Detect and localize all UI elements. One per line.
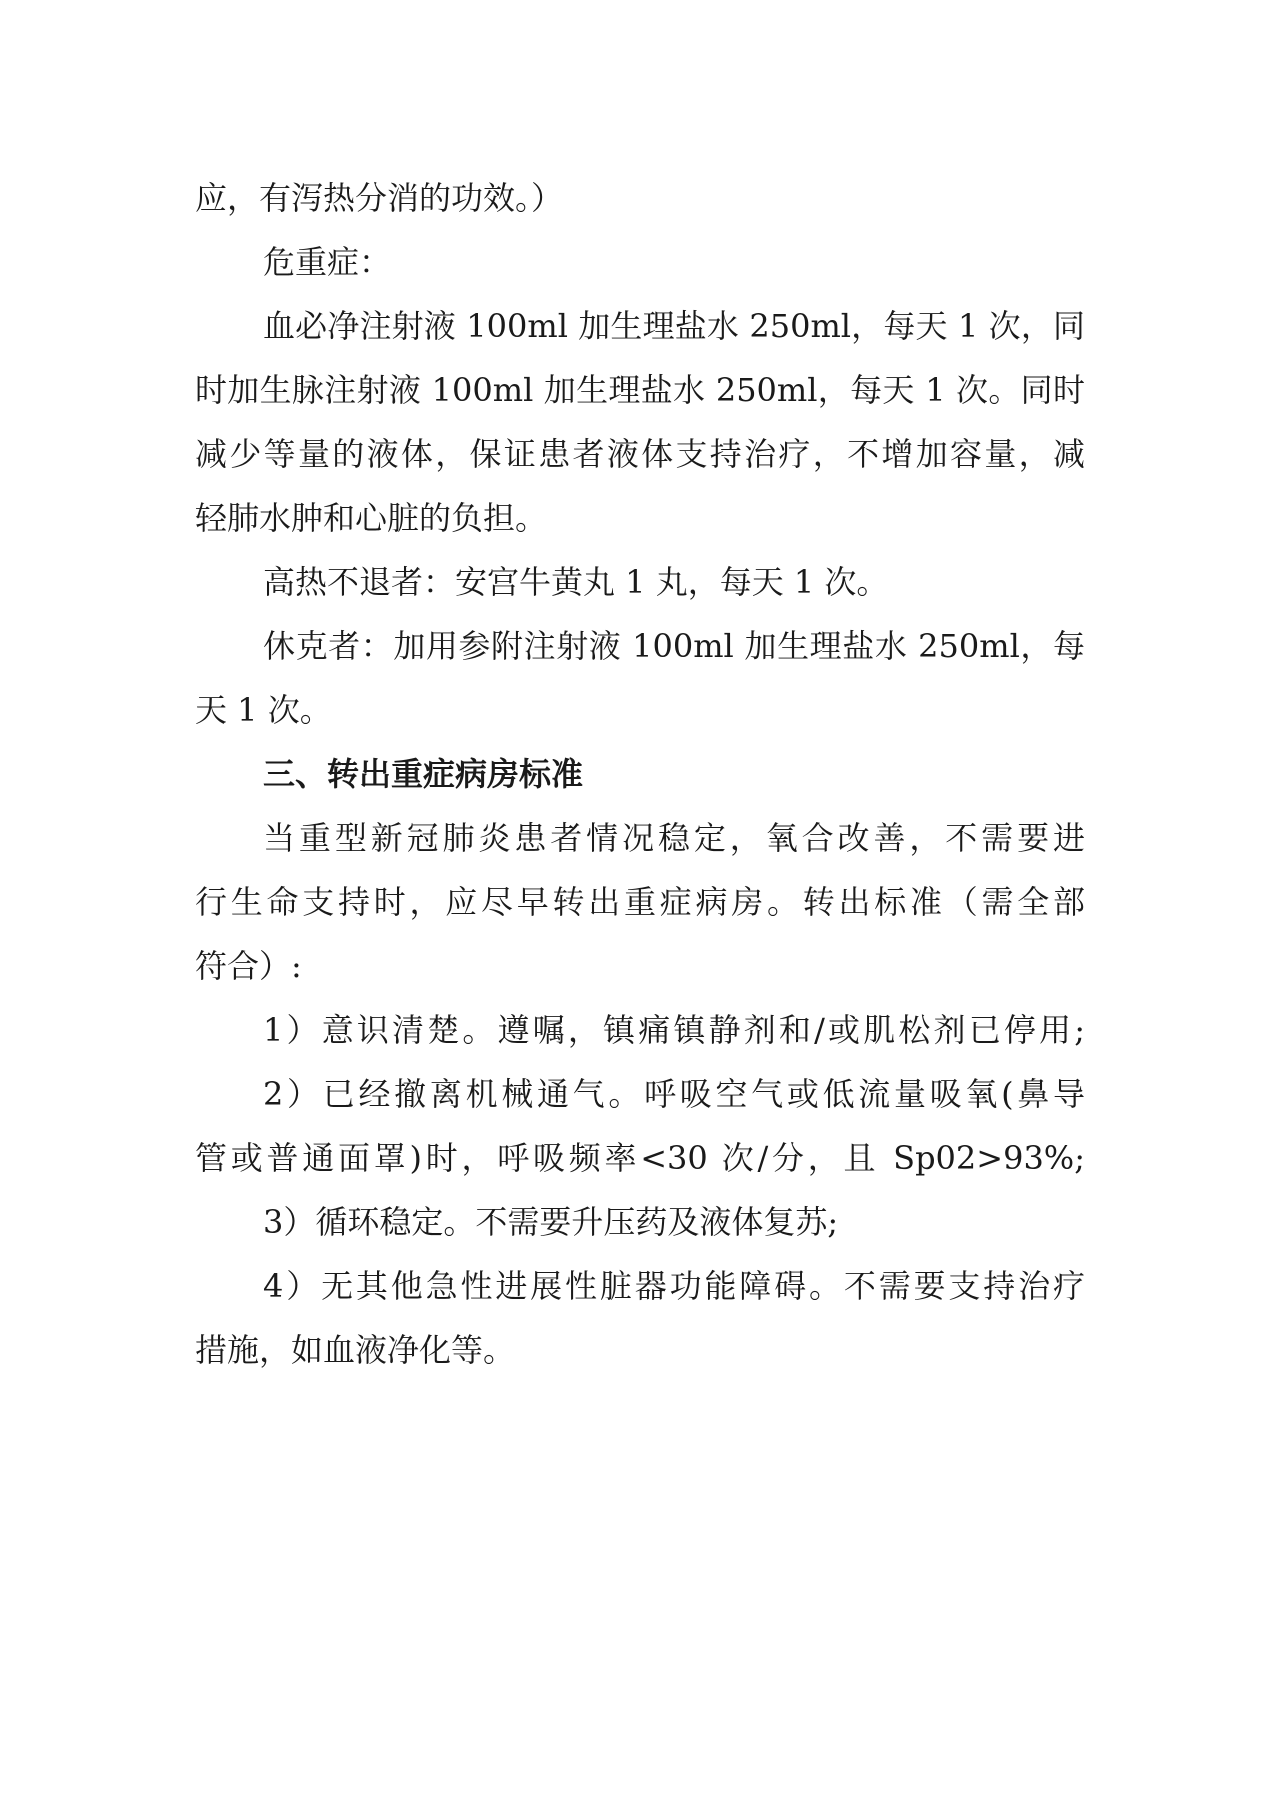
text-line: 时加生脉注射液 100ml 加生理盐水 250ml，每天 1 次。同时 <box>195 371 1085 409</box>
text-line: 符合）: <box>195 947 302 985</box>
list-item: 4）无其他急性进展性脏器功能障碍。不需要支持治疗 <box>263 1267 1085 1305</box>
list-item: 3）循环稳定。不需要升压药及液体复苏; <box>263 1203 839 1241</box>
text-line: 血必净注射液 100ml 加生理盐水 250ml，每天 1 次，同 <box>263 307 1085 345</box>
text-line: 行生命支持时，应尽早转出重症病房。转出标准（需全部 <box>195 883 1085 921</box>
list-item: 1）意识清楚。遵嘱，镇痛镇静剂和/或肌松剂已停用; <box>263 1011 1085 1049</box>
section-heading: 三、转出重症病房标准 <box>263 755 584 793</box>
section-label-critical: 危重症： <box>263 243 392 281</box>
text-line: 措施，如血液净化等。 <box>195 1331 516 1369</box>
text-line: 应，有泻热分消的功效。） <box>195 179 564 217</box>
list-item: 2）已经撤离机械通气。呼吸空气或低流量吸氧(鼻导 <box>263 1075 1085 1113</box>
text-line: 高热不退者：安宫牛黄丸 1 丸，每天 1 次。 <box>263 563 889 601</box>
text-line: 轻肺水肿和心脏的负担。 <box>195 499 548 537</box>
text-line: 减少等量的液体，保证患者液体支持治疗，不增加容量，减 <box>195 435 1085 473</box>
text-line: 休克者：加用参附注射液 100ml 加生理盐水 250ml，每 <box>263 627 1085 665</box>
text-line: 天 1 次。 <box>195 691 332 729</box>
text-line: 当重型新冠肺炎患者情况稳定，氧合改善，不需要进 <box>263 819 1085 857</box>
text-line: 管或普通面罩)时，呼吸频率<30 次/分，且 Sp02>93%; <box>195 1139 1085 1177</box>
